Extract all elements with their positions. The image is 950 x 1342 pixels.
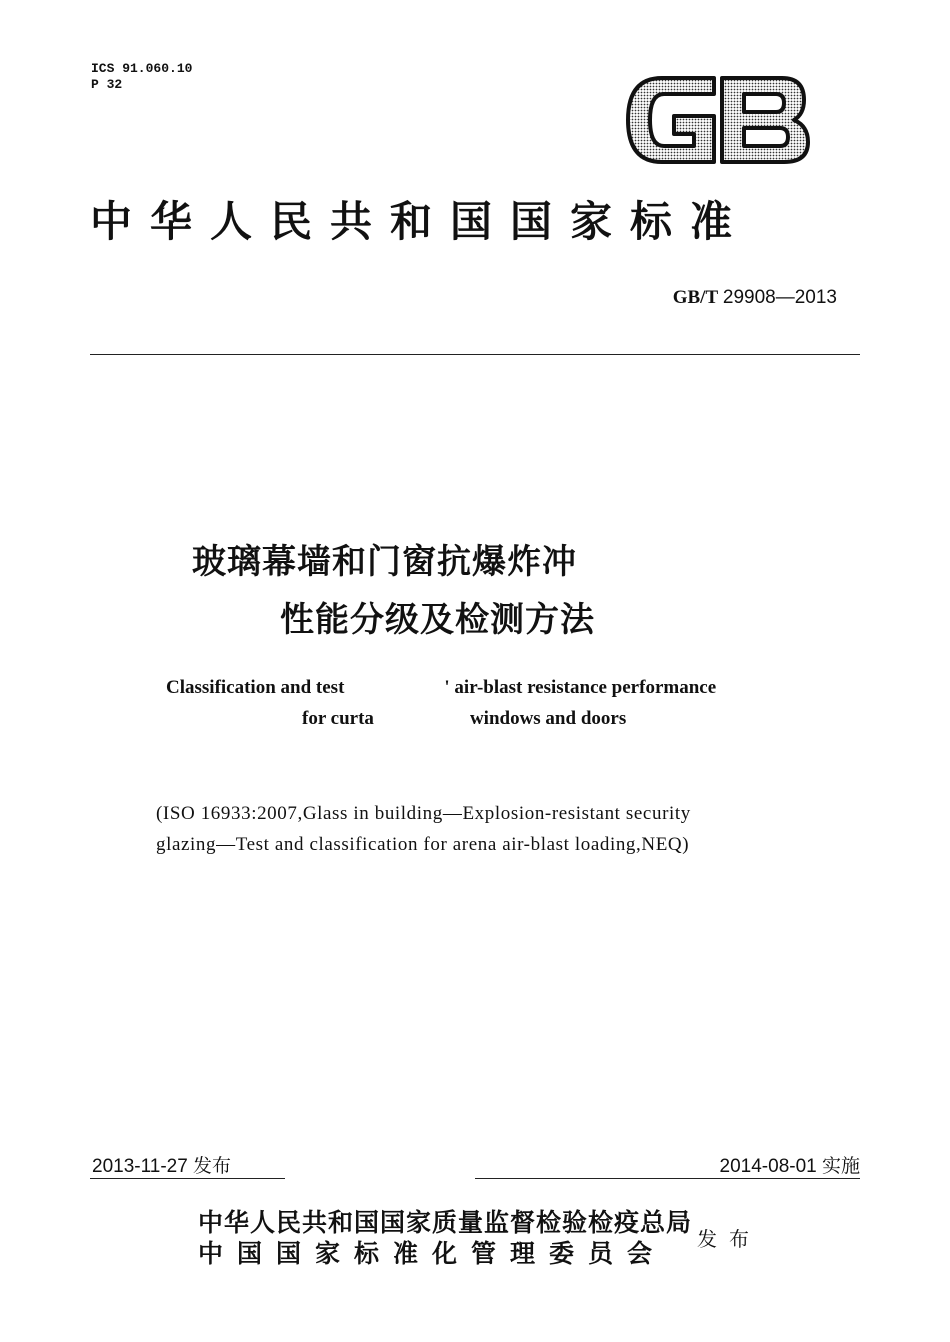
issuer-line2: 中国国家标准化管理委员会 [198, 1239, 667, 1268]
english-title-line2 [302, 708, 626, 730]
english-title-line1-part-b: ' air-blast resistance performance [444, 677, 717, 698]
english-title-line2-part-a: for curta [302, 708, 374, 729]
ics-code: ICS 91.060.10 [91, 61, 193, 76]
standard-number-prefix: GB/T [672, 287, 719, 308]
header-divider [90, 354, 860, 355]
gb-logo [622, 70, 812, 170]
publish-label: 发布 [697, 1227, 761, 1251]
english-title-line2-part-b: windows and doors [469, 708, 627, 729]
ccs-code: P 32 [91, 77, 123, 92]
implementation-date-underline [475, 1178, 860, 1179]
gb-logo-graphic [622, 70, 812, 170]
standard-number [673, 287, 837, 309]
issue-date: 2013-11-27 发布 [92, 1156, 232, 1177]
english-title-line1 [166, 677, 716, 699]
implementation-date: 2014-08-01 实施 [719, 1156, 860, 1177]
issuer-line1: 中华人民共和国国家质量监督检验检疫总局 [198, 1208, 693, 1237]
standard-number-value: 29908—2013 [722, 287, 837, 308]
classification-codes [91, 61, 192, 93]
english-title-line1-part-a: Classification and test [166, 677, 345, 698]
chinese-title-line1: 玻璃幕墙和门窗抗爆炸冲 [192, 542, 577, 582]
issue-date-underline [90, 1178, 285, 1179]
national-standard-title: 中华人民共和国国家标准 [90, 197, 751, 246]
adoption-statement-line1: (ISO 16933:2007,Glass in building—Explosion-resistant security [156, 803, 691, 824]
adoption-statement-line2: glazing—Test and classification for arena air-blast loading,NEQ) [156, 834, 690, 855]
chinese-title-line2: 性能分级及检测方法 [280, 600, 595, 640]
